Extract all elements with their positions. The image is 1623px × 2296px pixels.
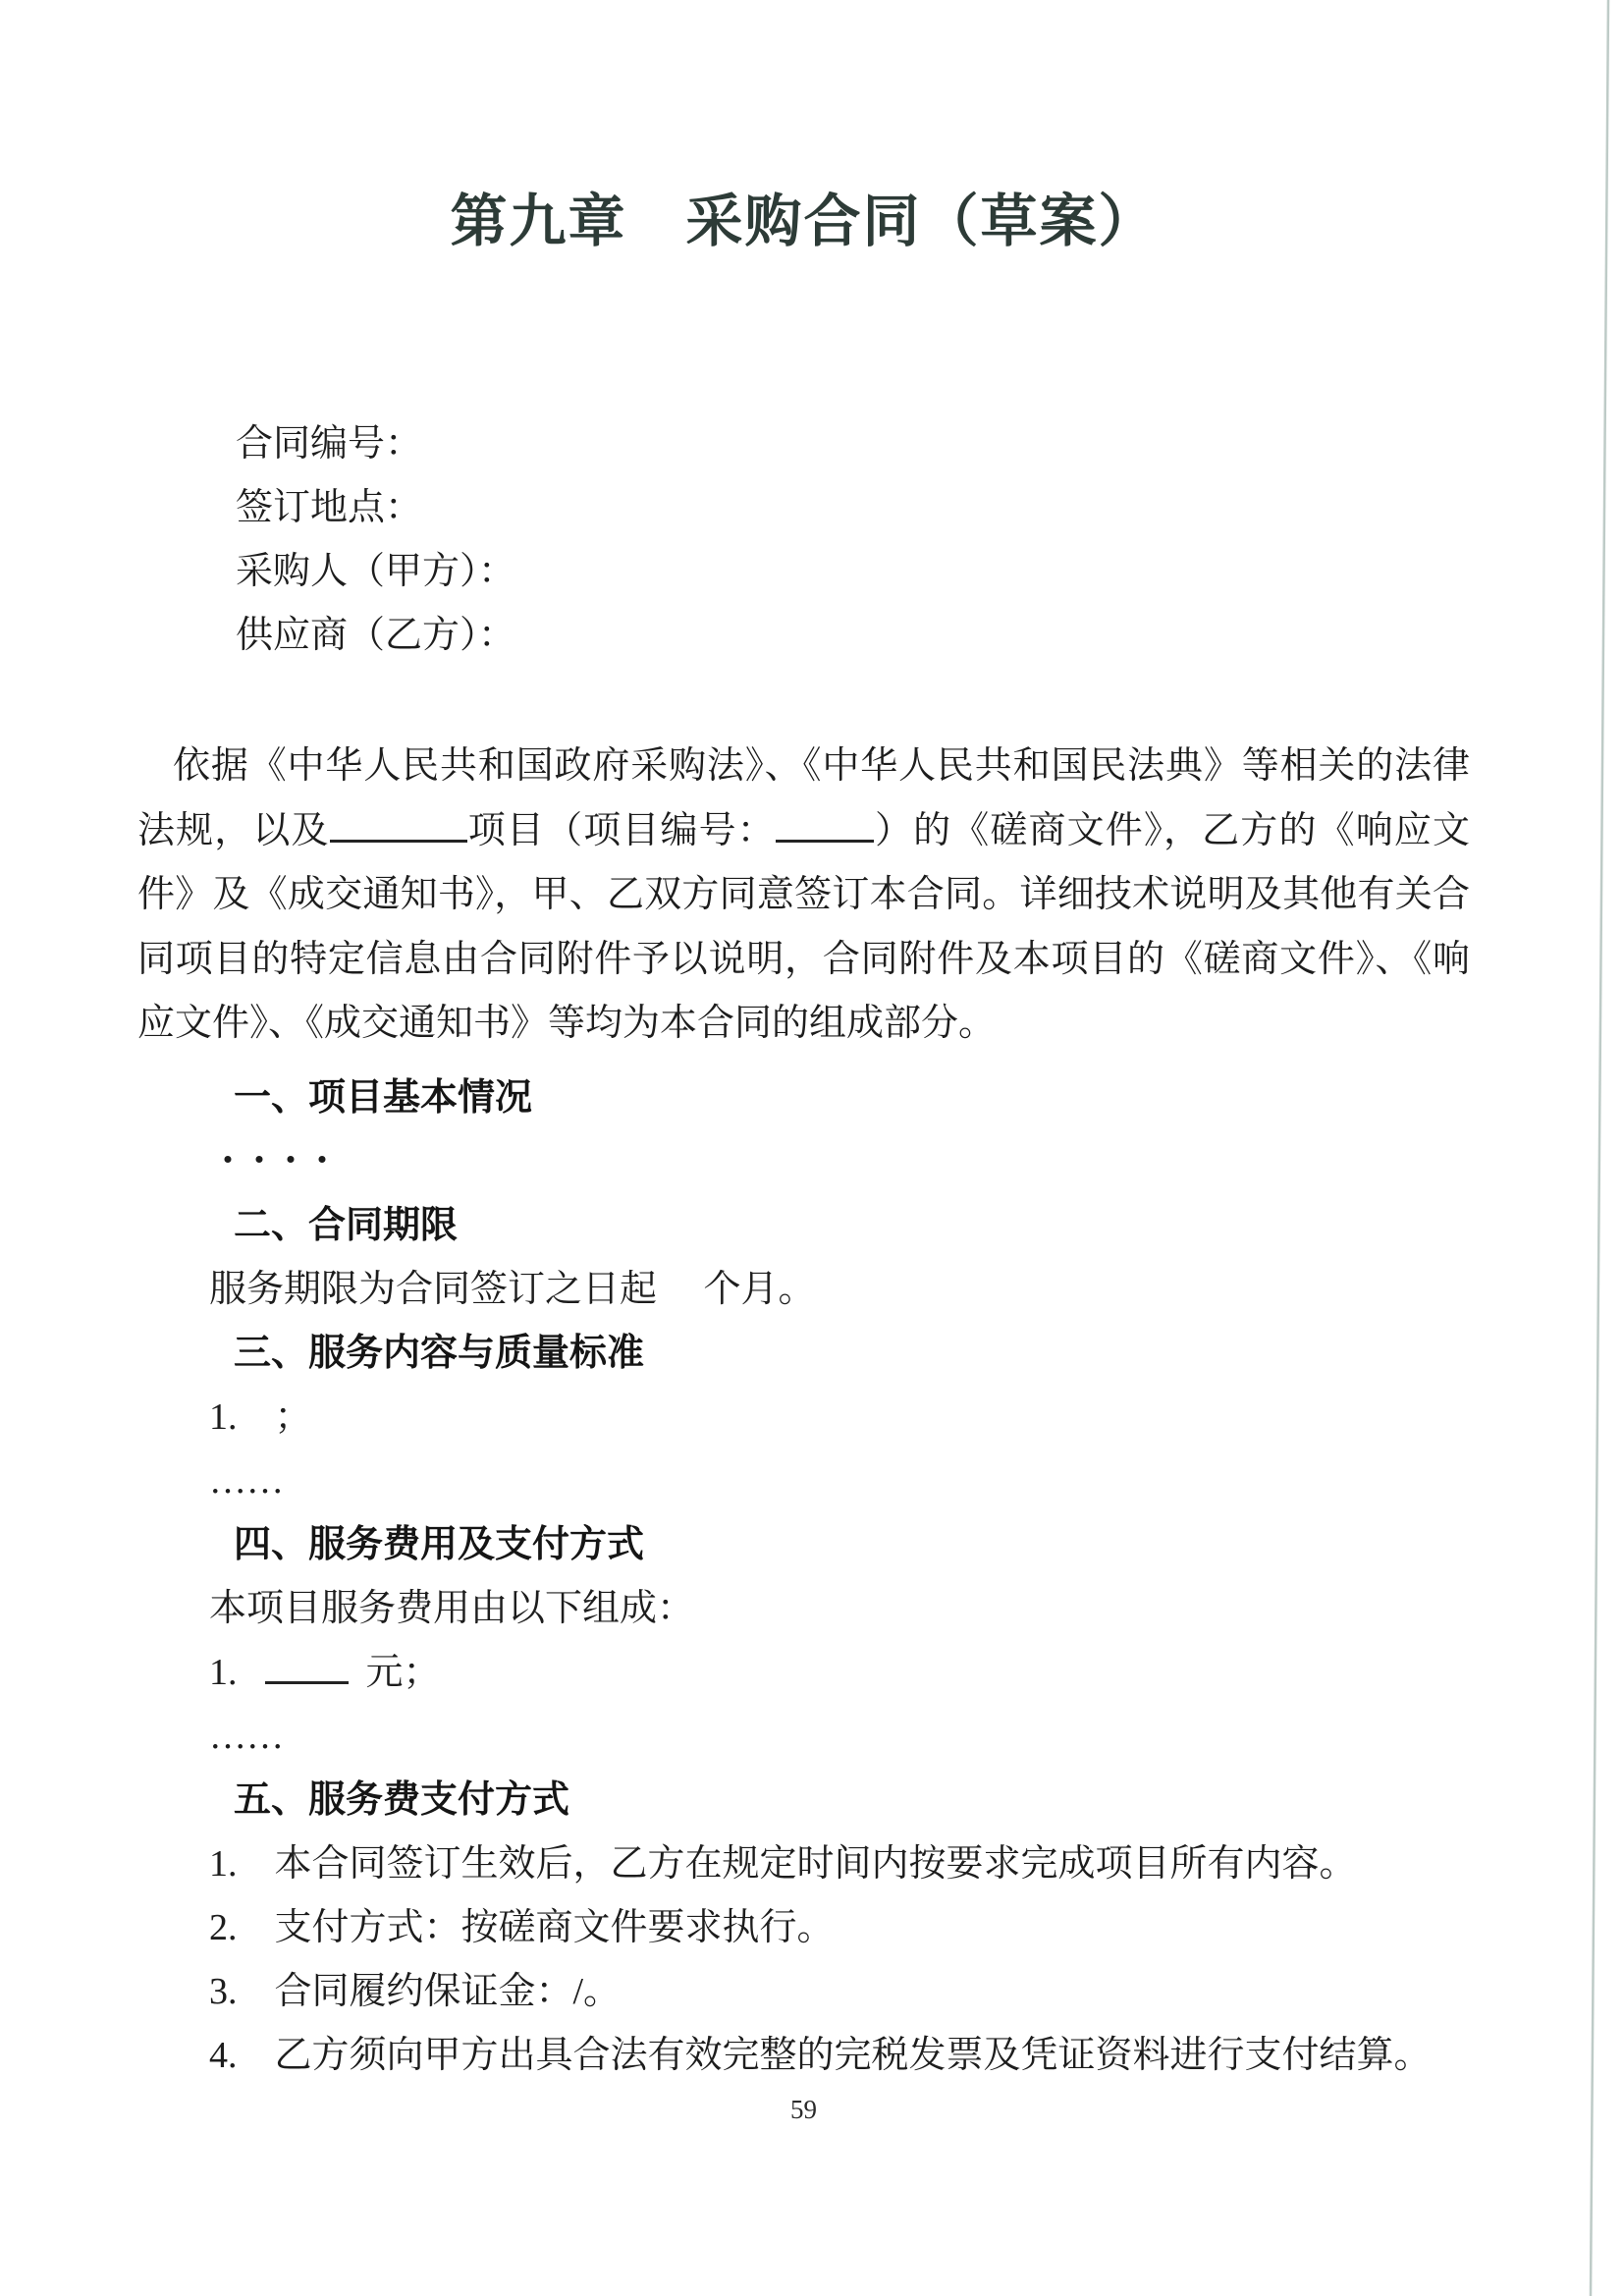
section-1-ellipsis: ・・・・ [209, 1140, 336, 1182]
field-signing-place: 签订地点： [236, 487, 423, 528]
contract-header-fields [137, 412, 1470, 668]
chapter-title: 第九章 采购合同（草案） [450, 190, 1158, 253]
section-4-ellipsis: …… [209, 1715, 284, 1757]
page-number: 59 [790, 2094, 817, 2124]
section-1-heading: 一、项目基本情况 [234, 1076, 533, 1119]
intro-text-2: 项目（项目编号： [466, 809, 776, 851]
blank-fee-amount [265, 1642, 349, 1684]
section-3-ellipsis: …… [209, 1459, 284, 1502]
section-5-item-2: 2. 支付方式：按磋商文件要求执行。 [209, 1906, 835, 1948]
section-2-line-service-term: 服务期限为合同签订之日起 个月。 [209, 1268, 816, 1310]
section-4-line-fee-intro: 本项目服务费用由以下组成： [209, 1587, 695, 1629]
section-2-heading: 二、合同期限 [234, 1204, 459, 1246]
section-5-item-1: 1. 本合同签订生效后，乙方在规定时间内按要求完成项目所有内容。 [209, 1842, 1357, 1885]
intro-paragraph [137, 735, 1470, 1057]
field-purchaser-party-a: 采购人（甲方）： [236, 551, 516, 592]
field-contract-number: 合同编号： [236, 423, 423, 465]
fee-item-number: 1. [209, 1651, 238, 1693]
section-4-fee-item [137, 1641, 1470, 1705]
section-4-heading: 四、服务费用及支付方式 [234, 1523, 645, 1565]
intro-text-1: 依据《中华人民共和国政府采购法》、《中华人民共和国民法典》等相关的法律法规，以及 [137, 745, 1470, 851]
blank-project-name [330, 800, 467, 843]
section-5-item-3: 3. 合同履约保证金：/。 [209, 1970, 622, 2012]
fee-item-unit: 元； [365, 1651, 441, 1693]
blank-project-number [776, 800, 874, 843]
section-5-heading: 五、服务费支付方式 [234, 1778, 570, 1821]
field-supplier-party-b: 供应商（乙方）： [236, 615, 516, 656]
section-5-item-4: 4. 乙方须向甲方出具合法有效完整的完税发票及凭证资料进行支付结算。 [209, 2034, 1432, 2076]
intro-text-3: ）的《磋商文件》，乙方的《响应文件》及《成交通知书》，甲、乙双方同意签订本合同。详细技术说明及其他有关合同项目的特定信息由合同附件予以说明，合同附件及本项目的《磋商文件》、《响应文件》、《成交通知书》等均为本合同的组成部分。 [137, 809, 1470, 1044]
section-3-heading: 三、服务内容与质量标准 [234, 1332, 645, 1374]
section-3-item-1: 1. ； [209, 1395, 312, 1438]
